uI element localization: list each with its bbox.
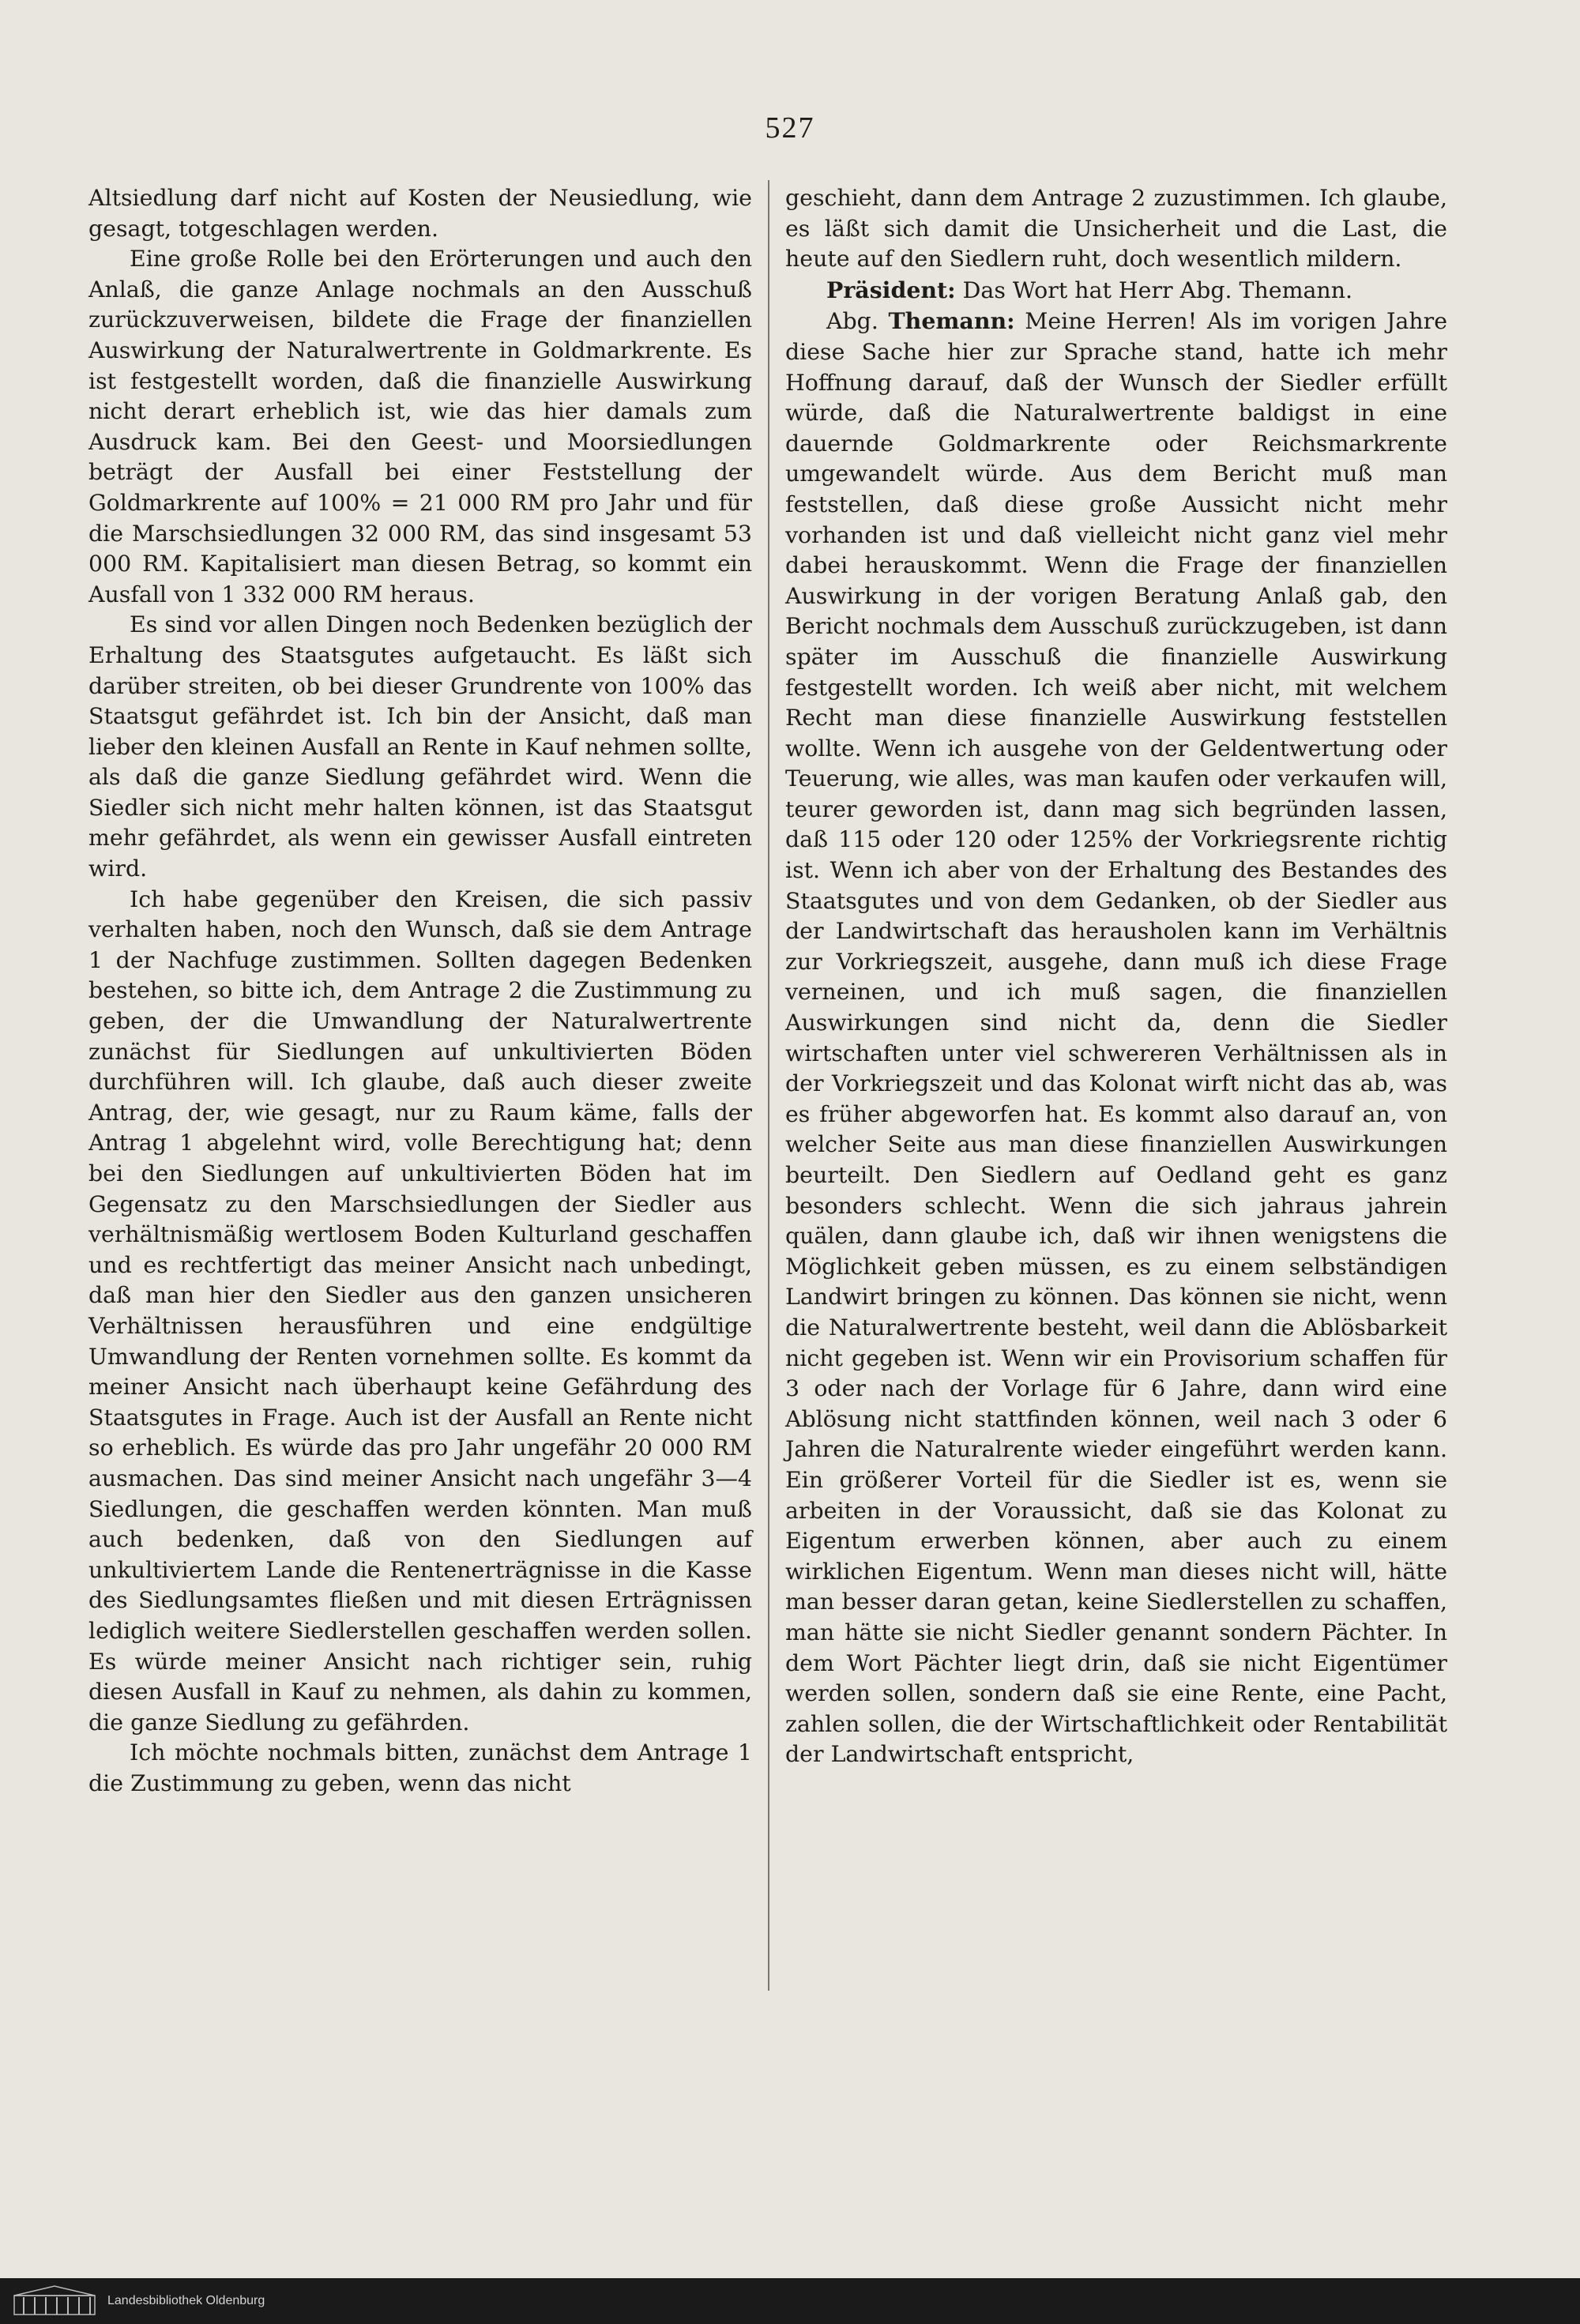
president-statement: [785, 275, 1447, 306]
paragraph: Ich habe gegenüber den Kreisen, die sich passiv verhalten haben, noch den Wunsch, daß sie dem Antrage 1 der Nachfuge zustimmen. Sollten dagegen Bedenken bestehen, so bitte ich, dem Antrage 2 die Zustimmung zu geben, der die Umwandlung der Naturalwertrente zunächst für Siedlungen auf unkultivierten Böden durchführen will. Ich glaube, daß auch dieser zweite Antrag, der, wie gesagt, nur zu Raum käme, falls der Antrag 1 abgelehnt wird, volle Berechtigung hat; denn bei den Siedlungen auf unkultivierten Böden hat im Gegensatz zu den Marschsiedlungen der Siedler aus verhältnismäßig wertlosem Boden Kulturland geschaffen und es rechtfertigt das meiner Ansicht nach unbedingt, daß man hier den Siedler aus den ganzen unsicheren Verhältnissen herausführen und eine endgültige Umwandlung der Renten vornehmen sollte. Es kommt da meiner Ansicht nach überhaupt keine Gefährdung des Staatsgutes in Frage. Auch ist der Ausfall an Rente nicht so erheblich. Es würde das pro Jahr ungefähr 20 000 RM ausmachen. Das sind meiner Ansicht nach ungefähr 3—4 Siedlungen, die geschaffen werden könnten. Man muß auch bedenken, daß von den Siedlungen auf unkultiviertem Lande die Rentenerträgnisse in die Kasse des Siedlungsamtes fließen und mit diesen Erträgnissen lediglich weitere Siedlerstellen geschaffen werden sollen. Es würde meiner Ansicht nach richtiger sein, ruhig diesen Ausfall in Kauf zu nehmen, als dahin zu kommen, die ganze Siedlung zu gefährden.: [88, 886, 752, 1735]
speech-text: Meine Herren! Als im vorigen Jahre diese Sache hier zur Sprache stand, hatte ich mehr Hoffnung darauf, daß der Wunsch der Siedler erfüllt würde, daß die Naturalwertrente baldigst in eine dauernde Goldmarkrente oder Reichsmarkrente umgewandelt würde. Aus dem Bericht muß man feststellen, daß diese große Aussicht nicht mehr vorhanden ist und daß vielleicht nicht ganz viel mehr dabei herauskommt. Wenn die Frage der finanziellen Auswirkung in der vorigen Beratung Anlaß gab, den Bericht nochmals dem Ausschuß zurückzugeben, ist dann später im Ausschuß die finanzielle Auswirkung festgestellt worden. Ich weiß aber nicht, mit welchem Recht man diese finanzielle Auswirkung feststellen wollte. Wenn ich ausgehe von der Geldentwertung oder Teuerung, wie alles, was man kaufen oder verkaufen will, teurer geworden ist, dann mag sich begründen lassen, daß 115 oder 120 oder 125% der Vorkriegsrente richtig ist. Wenn ich aber von der Erhaltung des Bestandes des Staatsgutes und von dem Gedanken, ob der Siedler aus der Landwirtschaft das herausholen kann im Verhältnis zur Vorkriegszeit, ausgehe, dann muß ich diese Frage verneinen, und ich muß sagen, die finanziellen Auswirkungen sind nicht da, denn die Siedler wirtschaften unter viel schwereren Verhältnissen als in der Vorkriegszeit und das Kolonat wirft nicht das ab, was es früher abgeworfen hat. Es kommt also darauf an, von welcher Seite aus man diese finanziellen Auswirkungen beurteilt. Den Siedlern auf Oedland geht es ganz besonders schlecht. Wenn die sich jahraus jahrein quälen, dann glaube ich, daß wir ihnen wenigstens die Möglichkeit geben müssen, es zu einem selbständigen Landwirt bringen zu können. Das können sie nicht, wenn die Naturalwertrente besteht, weil dann die Ablösbarkeit nicht gegeben ist. Wenn wir ein Provisorium schaffen für 3 oder nach der Vorlage für 6 Jahre, dann wird eine Ablösung nicht stattfinden können, weil nach 3 oder 6 Jahren die Naturalrente wieder eingeführt werden kann. Ein größerer Vorteil für die Siedler ist es, wenn sie arbeiten in der Voraussicht, daß sie das Kolonat zu Eigentum erwerben können, aber auch zu einem wirklichen Eigentum. Wenn man dieses nicht will, hätte man besser daran getan, keine Siedlerstellen zu schaffen, man hätte sie nicht Siedler genannt sondern Pächter. In dem Wort Pächter liegt drin, daß sie nicht Eigentümer werden sollen, sondern daß sie eine Rente, eine Pacht, zahlen sollen, die der Wirtschaftlichkeit oder Rentabilität der Landwirtschaft entspricht,: [785, 308, 1447, 1768]
speech-paragraph: [785, 306, 1447, 1770]
president-text: Das Wort hat Herr Abg. Themann.: [955, 276, 1353, 303]
library-building-icon: [11, 2283, 98, 2318]
speaker-name: Themann:: [888, 307, 1015, 335]
footer-bar: [0, 2278, 1580, 2324]
left-column: [88, 183, 752, 1799]
library-name: Landesbibliothek Oldenburg: [107, 2294, 265, 2307]
paragraph-continuation: Altsiedlung darf nicht auf Kosten der Neusiedlung, wie gesagt, totgeschlagen werden.: [88, 185, 752, 242]
speaker-prefix: Abg.: [826, 308, 889, 335]
right-column: [785, 183, 1447, 1770]
paragraph: Ich möchte nochmals bitten, zunächst dem Antrage 1 die Zustimmung zu geben, wenn das nicht: [88, 1739, 752, 1796]
paragraph: Eine große Rolle bei den Erörterungen und auch den Anlaß, die ganze Anlage nochmals an den Ausschuß zurückzuverweisen, bildete die Frage der finanziellen Auswirkung der Naturalwertrente in Goldmarkrente. Es ist festgestellt worden, daß die finanzielle Auswirkung nicht derart erheblich ist, wie das hier damals zum Ausdruck kam. Bei den Geest- und Moorsiedlungen beträgt der Ausfall bei einer Feststellung der Goldmarkrente auf 100% = 21 000 RM pro Jahr und für die Marschsiedlungen 32 000 RM, das sind insgesamt 53 000 RM. Kapitalisiert man diesen Betrag, so kommt ein Ausfall von 1 332 000 RM heraus.: [88, 246, 752, 607]
page-number: 527: [765, 111, 815, 145]
speaker-president: Präsident:: [826, 276, 956, 303]
column-divider: [768, 180, 769, 1991]
paragraph-continuation: geschieht, dann dem Antrage 2 zuzustimmen. Ich glaube, es läßt sich damit die Unsicherheit und die Last, die heute auf den Siedlern ruht, doch wesentlich mildern.: [785, 185, 1447, 273]
paragraph: Es sind vor allen Dingen noch Bedenken bezüglich der Erhaltung des Staatsgutes aufgetaucht. Es läßt sich darüber streiten, ob bei dieser Grundrente von 100% das Staatsgut gefährdet ist. Ich bin der Ansicht, daß man lieber den kleinen Ausfall an Rente in Kauf nehmen sollte, als daß die ganze Siedlung gefährdet wird. Wenn die Siedler sich nicht mehr halten können, ist das Staatsgut mehr gefährdet, als wenn ein gewisser Ausfall eintreten wird.: [88, 611, 752, 882]
